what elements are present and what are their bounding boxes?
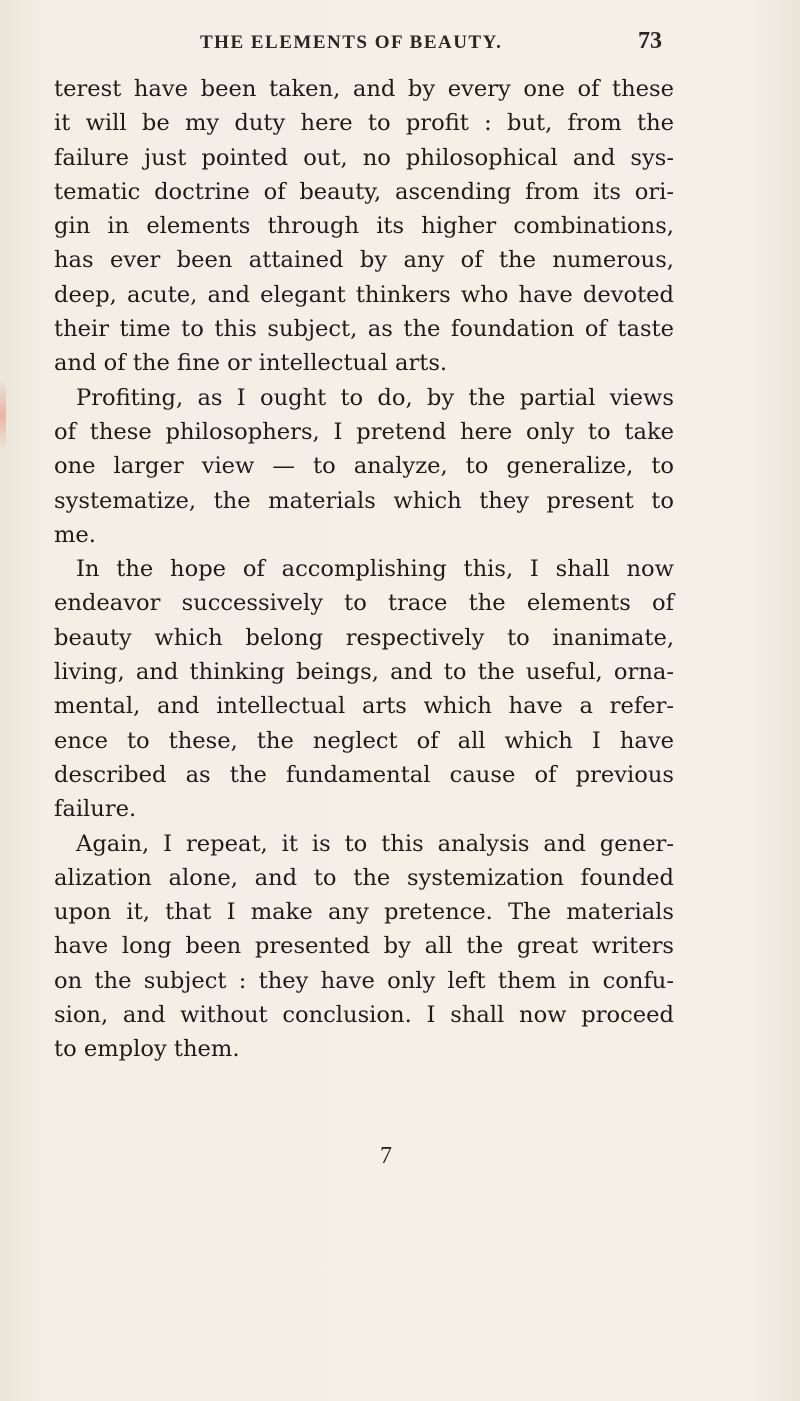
text-line: and of the fine or intellectual arts. (54, 350, 448, 377)
text-line: on the subject : they have only left them in confu- (54, 967, 674, 994)
text-line: ence to these, the neglect of all which I have (54, 727, 674, 754)
text-line: of these philosophers, I pretend here only to take (54, 418, 674, 445)
text-line: their time to this subject, as the foundation of taste (54, 316, 674, 343)
text-line: failure. (54, 796, 137, 823)
text-line: In the hope of accomplishing this, I shall now (76, 556, 674, 583)
text-line: it will be my duty here to profit : but, from the (54, 110, 674, 137)
signature-mark: 7 (380, 1143, 392, 1169)
text-line: Again, I repeat, it is to this analysis and gener- (76, 830, 674, 857)
text-line: described as the fundamental cause of previous (54, 761, 674, 788)
text-line: upon it, that I make any pretence. The materials (54, 899, 674, 926)
text-line: endeavor successively to trace the elements of (54, 590, 674, 617)
text-line: terest have been taken, and by every one of these (54, 76, 674, 102)
text-line: failure just pointed out, no philosophical and sys- (54, 144, 674, 171)
text-line: mental, and intellectual arts which have a refer- (54, 693, 674, 720)
text-line: me. (54, 521, 96, 548)
text-line: alization alone, and to the systemization founded (54, 864, 674, 891)
text-line: have long been presented by all the great writers (54, 933, 674, 960)
page-edge-stain (0, 380, 6, 450)
text-line: to employ them. (54, 1036, 240, 1063)
text-line: sion, and without conclusion. I shall now proceed (54, 1002, 674, 1029)
text-line: deep, acute, and elegant thinkers who have devoted (54, 281, 674, 308)
running-head: THE ELEMENTS OF BEAUTY. (200, 32, 503, 53)
text-line: tematic doctrine of beauty, ascending from its ori- (54, 178, 674, 205)
text-line: gin in elements through its higher combinations, (54, 213, 674, 240)
text-line: one larger view — to analyze, to generalize, to (54, 453, 674, 480)
text-line: beauty which belong respectively to inanimate, (54, 624, 674, 651)
text-line: has ever been attained by any of the numerous, (54, 247, 674, 274)
text-line: Profiting, as I ought to do, by the partial views (76, 384, 674, 411)
text-line: systematize, the materials which they present to (54, 487, 674, 514)
body-text (54, 72, 674, 1067)
page-number: 73 (638, 28, 662, 54)
text-line: living, and thinking beings, and to the useful, orna- (54, 659, 674, 686)
